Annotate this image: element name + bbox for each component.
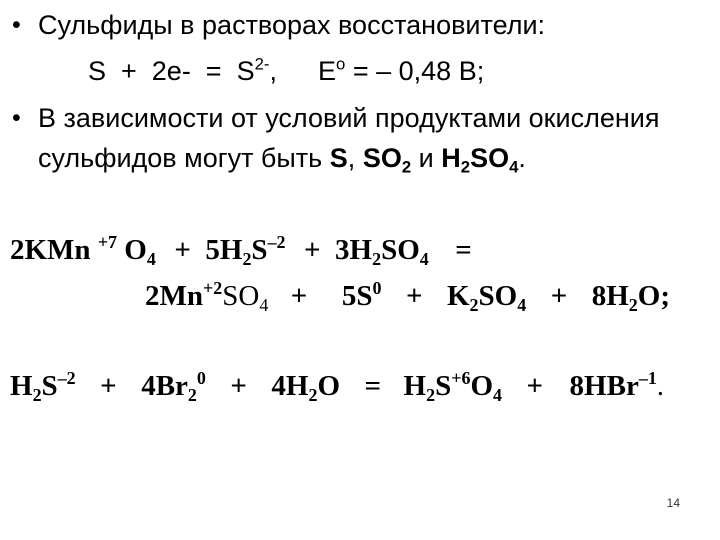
bullet-1-text: Сульфиды в растворах восстановители: xyxy=(38,10,546,40)
eq1-equals: = xyxy=(455,234,472,266)
equation-1-row-1 xyxy=(10,231,472,269)
product-period: . xyxy=(518,143,526,173)
eq2-plus-b: + xyxy=(230,370,247,402)
bullet-text-1 xyxy=(38,12,545,39)
eq2-h2so4: $H_2S^{+6}O_4$ xyxy=(403,367,503,405)
half-reaction xyxy=(88,54,485,86)
bullet-2-line-1: В зависимости от условий продуктами окисления xyxy=(38,103,660,133)
equation-2 xyxy=(10,367,665,405)
eq1-plus-a: + xyxy=(290,280,308,312)
eq2-equals: = xyxy=(364,370,382,402)
eq2-plus-c: + xyxy=(526,370,544,402)
eq1-water: $8H_2O$; xyxy=(591,280,670,315)
potential-symbol: E xyxy=(318,56,337,86)
product-sulfur: S xyxy=(329,143,348,173)
eq1-plus-c: + xyxy=(550,280,568,312)
bullet-marker-1: • xyxy=(12,11,21,39)
eq2-hbr: 8HBr$^{-1}$. xyxy=(569,367,665,402)
bullet-text-2-line-2 xyxy=(38,143,526,177)
slide-number: 14 xyxy=(666,496,680,510)
bullet-2-line-2: сульфидов могут быть xyxy=(38,143,323,173)
eq1-h2so4: + $3H_2SO_4$ xyxy=(304,234,429,269)
eq2-br2: $4Br_2^0$ xyxy=(141,367,206,405)
eq2-h2s: $H_2S^{-2}$ xyxy=(10,367,76,405)
eq1-kmno4: 2KMn $^{+7}$ $O_4$ xyxy=(10,231,156,269)
potential-value: = – 0,48 В; xyxy=(345,56,485,86)
eq1-mnso4: $2Mn^{+2}SO_4$ xyxy=(145,277,269,315)
eq1-h2s: + $5H_2S^{-2}$ xyxy=(174,231,286,269)
eq1-k2so4: $K_2SO_4$ xyxy=(446,280,527,315)
eq1-plus-b: + xyxy=(405,280,423,312)
eq2-water: $4H_2O$ xyxy=(271,370,341,405)
equation-1-row-2 xyxy=(145,277,670,315)
eq1-sulfur: $5S^0$ xyxy=(341,277,382,312)
potential-superscript: o xyxy=(336,54,346,74)
bullet-marker-2: • xyxy=(12,104,21,132)
half-reaction-comma: , xyxy=(269,56,277,86)
sulfide-charge: 2- xyxy=(254,54,270,74)
bullet-text-2-line-1 xyxy=(38,105,659,132)
eq2-plus-a: + xyxy=(100,370,117,402)
product-comma: , xyxy=(347,143,356,173)
product-so2: $SO_2$ xyxy=(362,143,412,177)
half-reaction-left: S + 2e- = S xyxy=(88,56,255,86)
product-h2so4: $H_2SO_4$ xyxy=(441,143,519,177)
product-and: и xyxy=(418,143,434,173)
